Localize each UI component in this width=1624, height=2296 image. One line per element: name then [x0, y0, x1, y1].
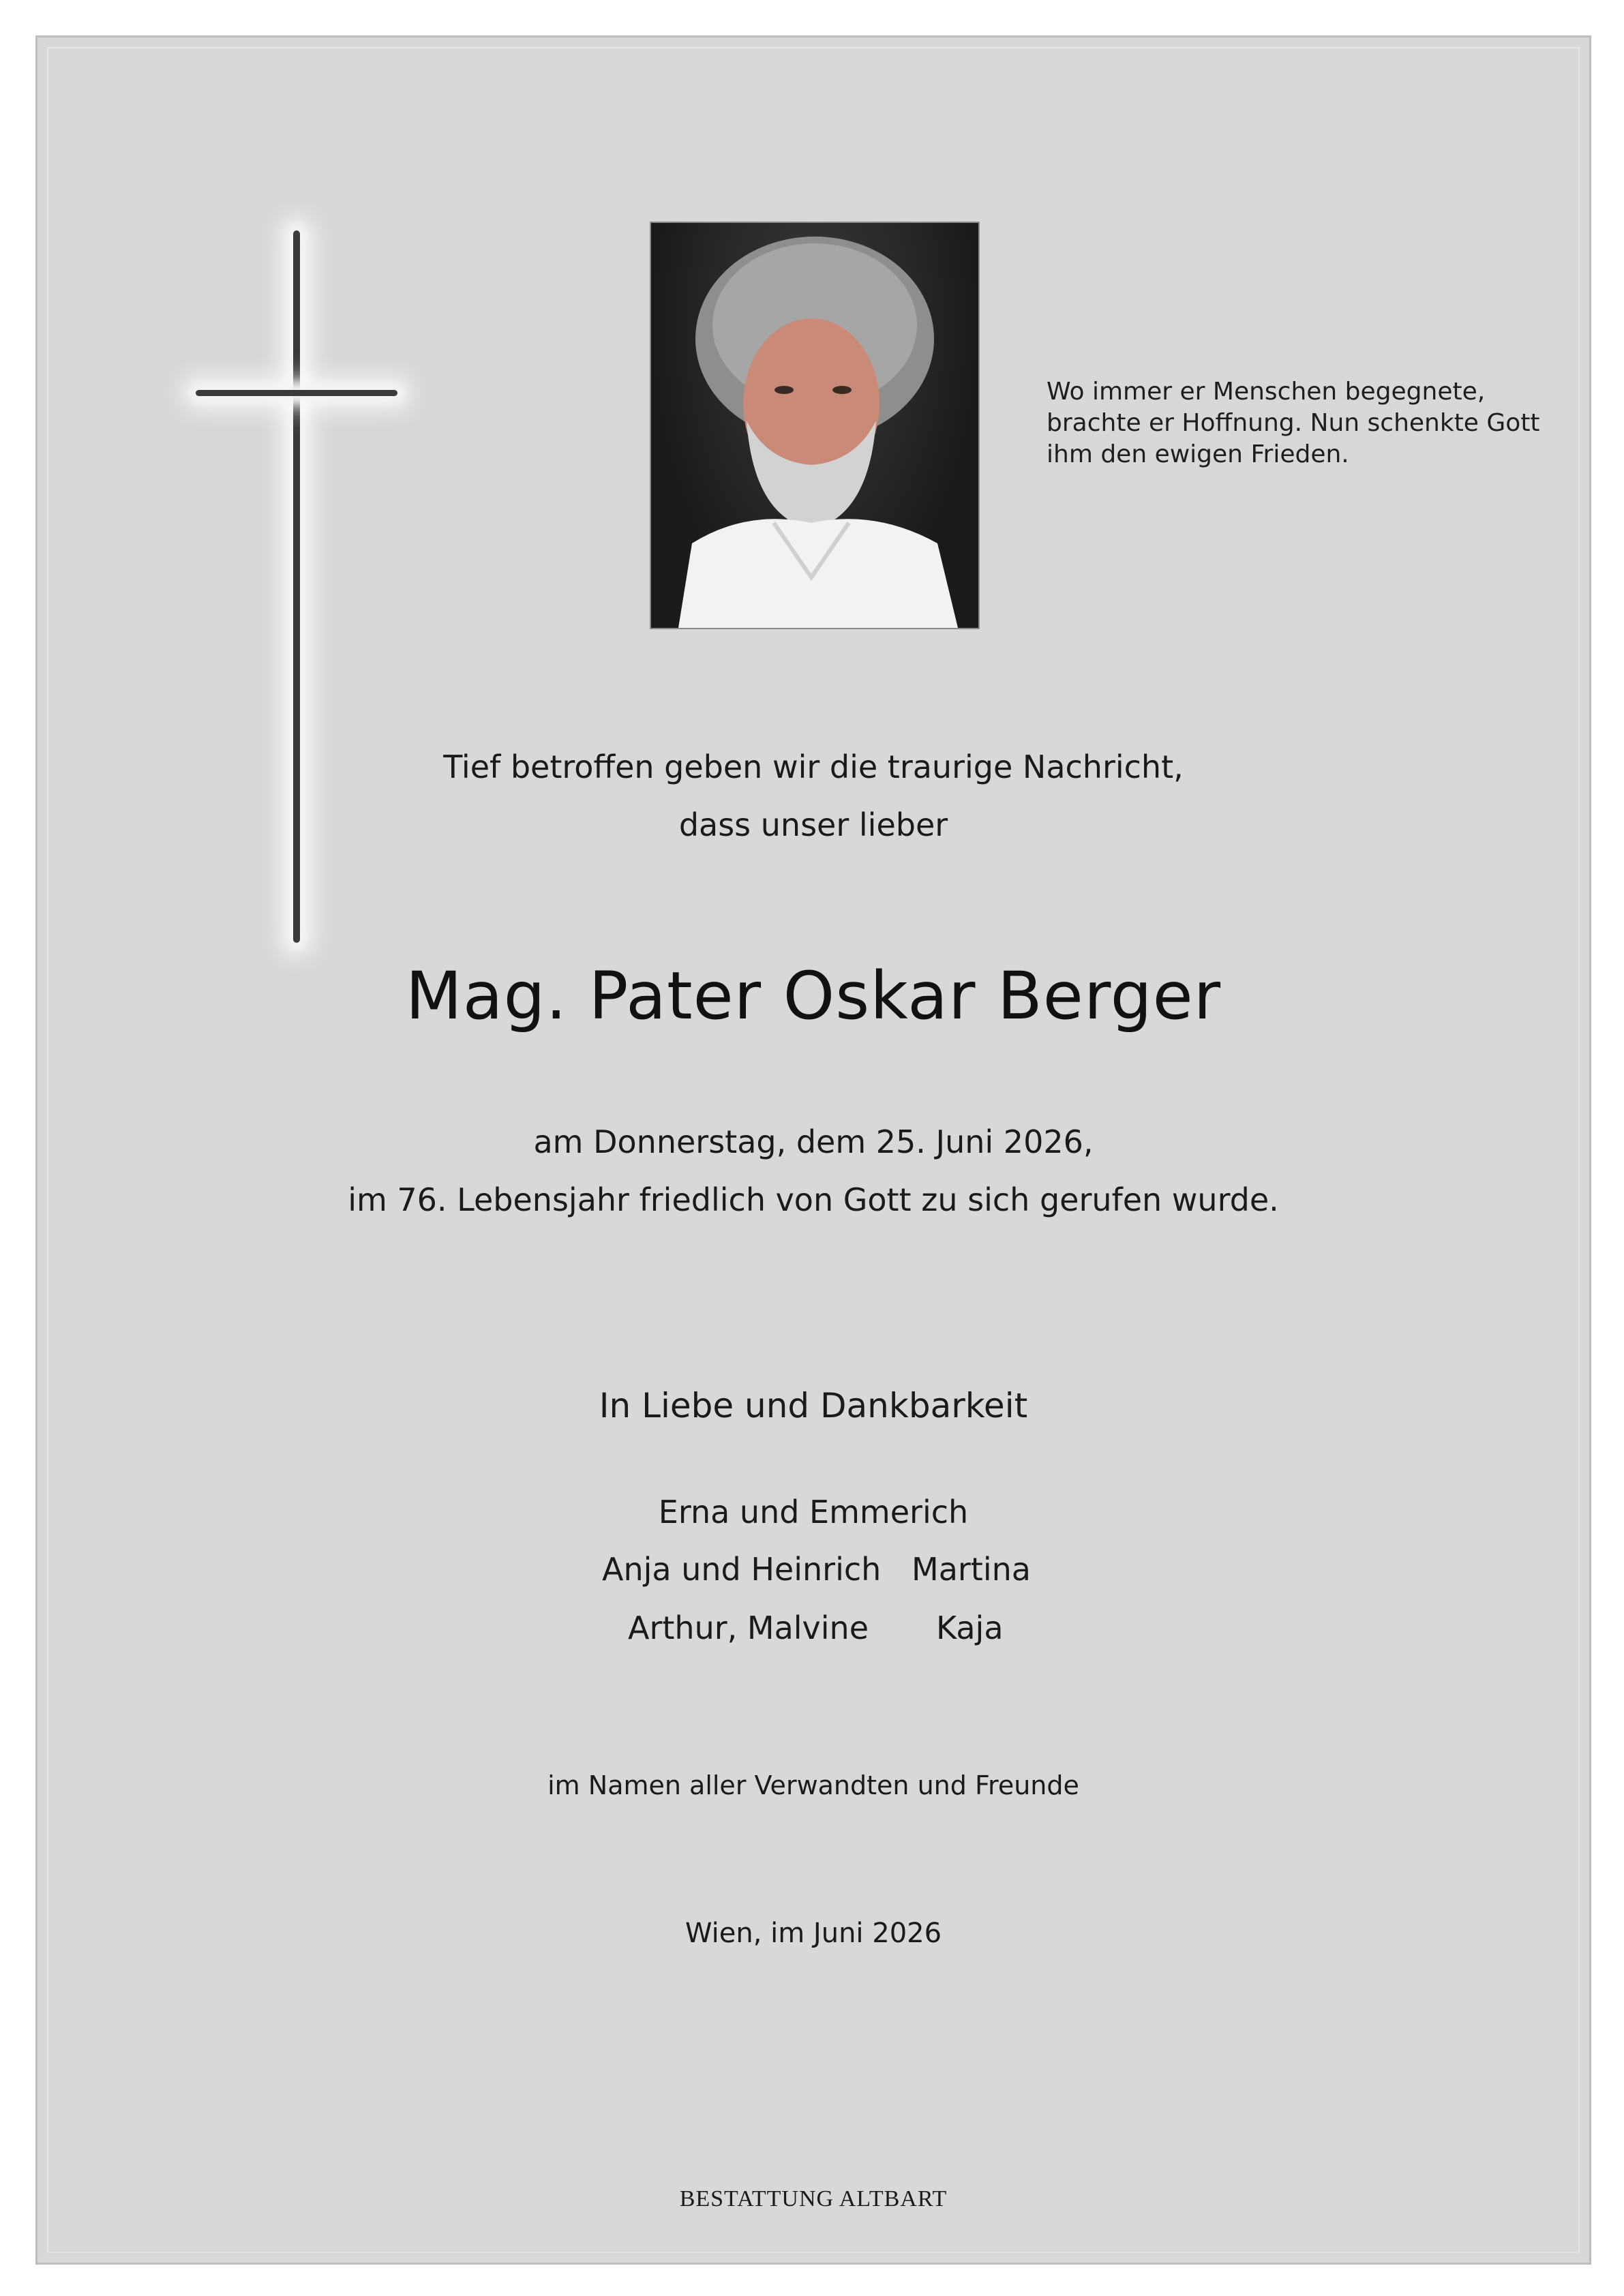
memorial-quote	[1047, 376, 1578, 470]
behalf-line: im Namen aller Verwandten und Freunde	[547, 1770, 1079, 1800]
date-line-2: im 76. Lebensjahr friedlich von Gott zu sich gerufen wurde.	[348, 1181, 1279, 1218]
cross-icon-crossbar	[196, 390, 397, 396]
quote-line: ihm den ewigen Frieden.	[1047, 440, 1349, 468]
place-date: Wien, im Juni 2026	[685, 1918, 942, 1949]
deceased-name: Mag. Pater Oskar Berger	[405, 958, 1222, 1034]
undertaker-name: BESTATTUNG ALTBART	[679, 2186, 948, 2211]
family-row-3-right: Kaja	[936, 1610, 1004, 1646]
family-row-3-left: Arthur, Malvine	[628, 1610, 869, 1646]
intro-line-1: Tief betroffen geben wir die traurige Nachricht,	[443, 749, 1184, 785]
family-row-1: Erna und Emmerich	[658, 1494, 969, 1530]
quote-line: brachte er Hoffnung. Nun schenkte Gott	[1047, 409, 1540, 437]
intro-line-2: dass unser lieber	[678, 806, 948, 843]
obituary-card	[35, 35, 1591, 2265]
date-line-1: am Donnerstag, dem 25. Juni 2026,	[533, 1123, 1094, 1160]
family-row-2-right: Martina	[912, 1551, 1031, 1588]
family-row-2-left: Anja und Heinrich	[602, 1551, 882, 1588]
portrait-photo	[650, 222, 980, 629]
quote-line: Wo immer er Menschen begegnete,	[1047, 378, 1486, 406]
closing-line: In Liebe und Dankbarkeit	[599, 1386, 1028, 1425]
